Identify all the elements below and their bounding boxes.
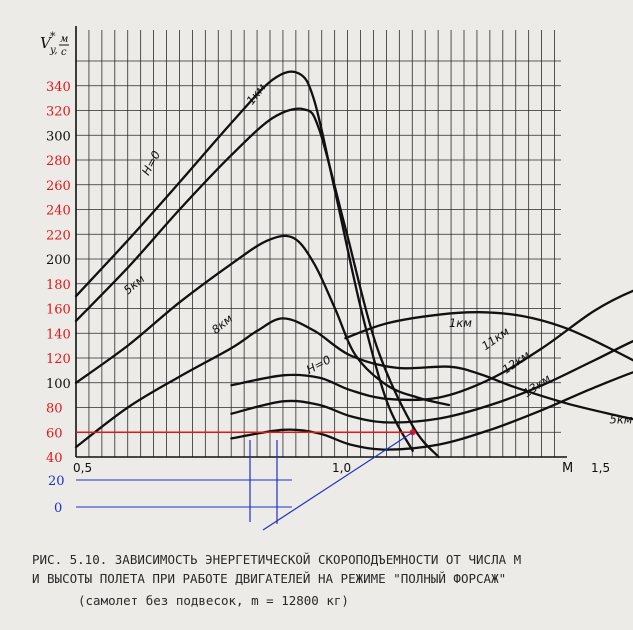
- extra-tick-label: 0: [54, 501, 63, 516]
- y-tick-label: 60: [46, 426, 63, 442]
- curve-label: H=0: [138, 148, 164, 178]
- figure-caption-line-1: РИС. 5.10. ЗАВИСИМОСТЬ ЭНЕРГЕТИЧЕСКОЙ СКОРОПОДЪЕМНОСТИ ОТ ЧИСЛА М: [32, 552, 522, 567]
- y-tick-label: 80: [46, 401, 63, 417]
- y-axis-title-sub: y,: [50, 45, 58, 56]
- extra-scale-lines: [76, 480, 292, 507]
- x-tick-labels: [73, 461, 633, 476]
- y-tick-label: 120: [46, 352, 71, 367]
- y-tick-label: 320: [46, 104, 71, 120]
- y-tick-label: 340: [46, 79, 71, 95]
- curve-labels: [121, 80, 633, 426]
- curve-label: 5км: [120, 271, 148, 298]
- y-tick-label: 140: [46, 327, 71, 343]
- y-tick-label: 260: [46, 178, 71, 194]
- y-tick-label: 40: [46, 451, 63, 466]
- series-line: [231, 316, 633, 439]
- figure-caption-line-3: (самолет без подвесок, m = 12800 кг): [78, 593, 349, 608]
- y-tick-label: 180: [46, 277, 71, 293]
- curve-label: H=0: [303, 352, 334, 377]
- y-axis-unit-numerator: м: [60, 34, 69, 45]
- y-tick-label: 220: [46, 228, 71, 244]
- extra-tick-label: 20: [48, 474, 65, 489]
- y-axis-unit-denominator: с: [61, 47, 67, 58]
- x-tick-label: 1,5: [591, 461, 611, 475]
- x-tick-label: 1,0: [332, 461, 352, 475]
- y-tick-label: 240: [46, 203, 71, 219]
- figure-caption-line-2: И ВЫСОТЫ ПОЛЕТА ПРИ РАБОТЕ ДВИГАТЕЛЕЙ НА РЕЖИМЕ "ПОЛНЫЙ ФОРСАЖ": [32, 571, 507, 586]
- y-axis-title: [40, 30, 69, 58]
- curve-label: 1км: [448, 316, 472, 331]
- y-tick-label: 160: [46, 302, 71, 318]
- y-tick-label: 200: [46, 253, 71, 268]
- y-tick-label: 100: [46, 376, 71, 392]
- y-tick-label: 280: [46, 154, 71, 169]
- curve-label: 12км: [499, 347, 533, 377]
- y-axis-title: V: [40, 34, 51, 52]
- blue-slope-line: [263, 432, 413, 530]
- y-axis-title-sup: *: [50, 30, 56, 43]
- x-tick-label: 0,5: [73, 461, 93, 475]
- curve-label: 13км: [520, 371, 554, 401]
- series-line: [231, 274, 633, 432]
- chart-series: [76, 72, 633, 457]
- x-axis-label: M: [562, 461, 574, 476]
- y-tick-labels: [46, 80, 71, 516]
- curve-label: 5км: [609, 412, 633, 427]
- curve-label: 8км: [208, 311, 236, 337]
- curve-label: 1км: [243, 80, 269, 108]
- curve-label: 11км: [478, 324, 512, 354]
- y-tick-label: 300: [46, 129, 71, 145]
